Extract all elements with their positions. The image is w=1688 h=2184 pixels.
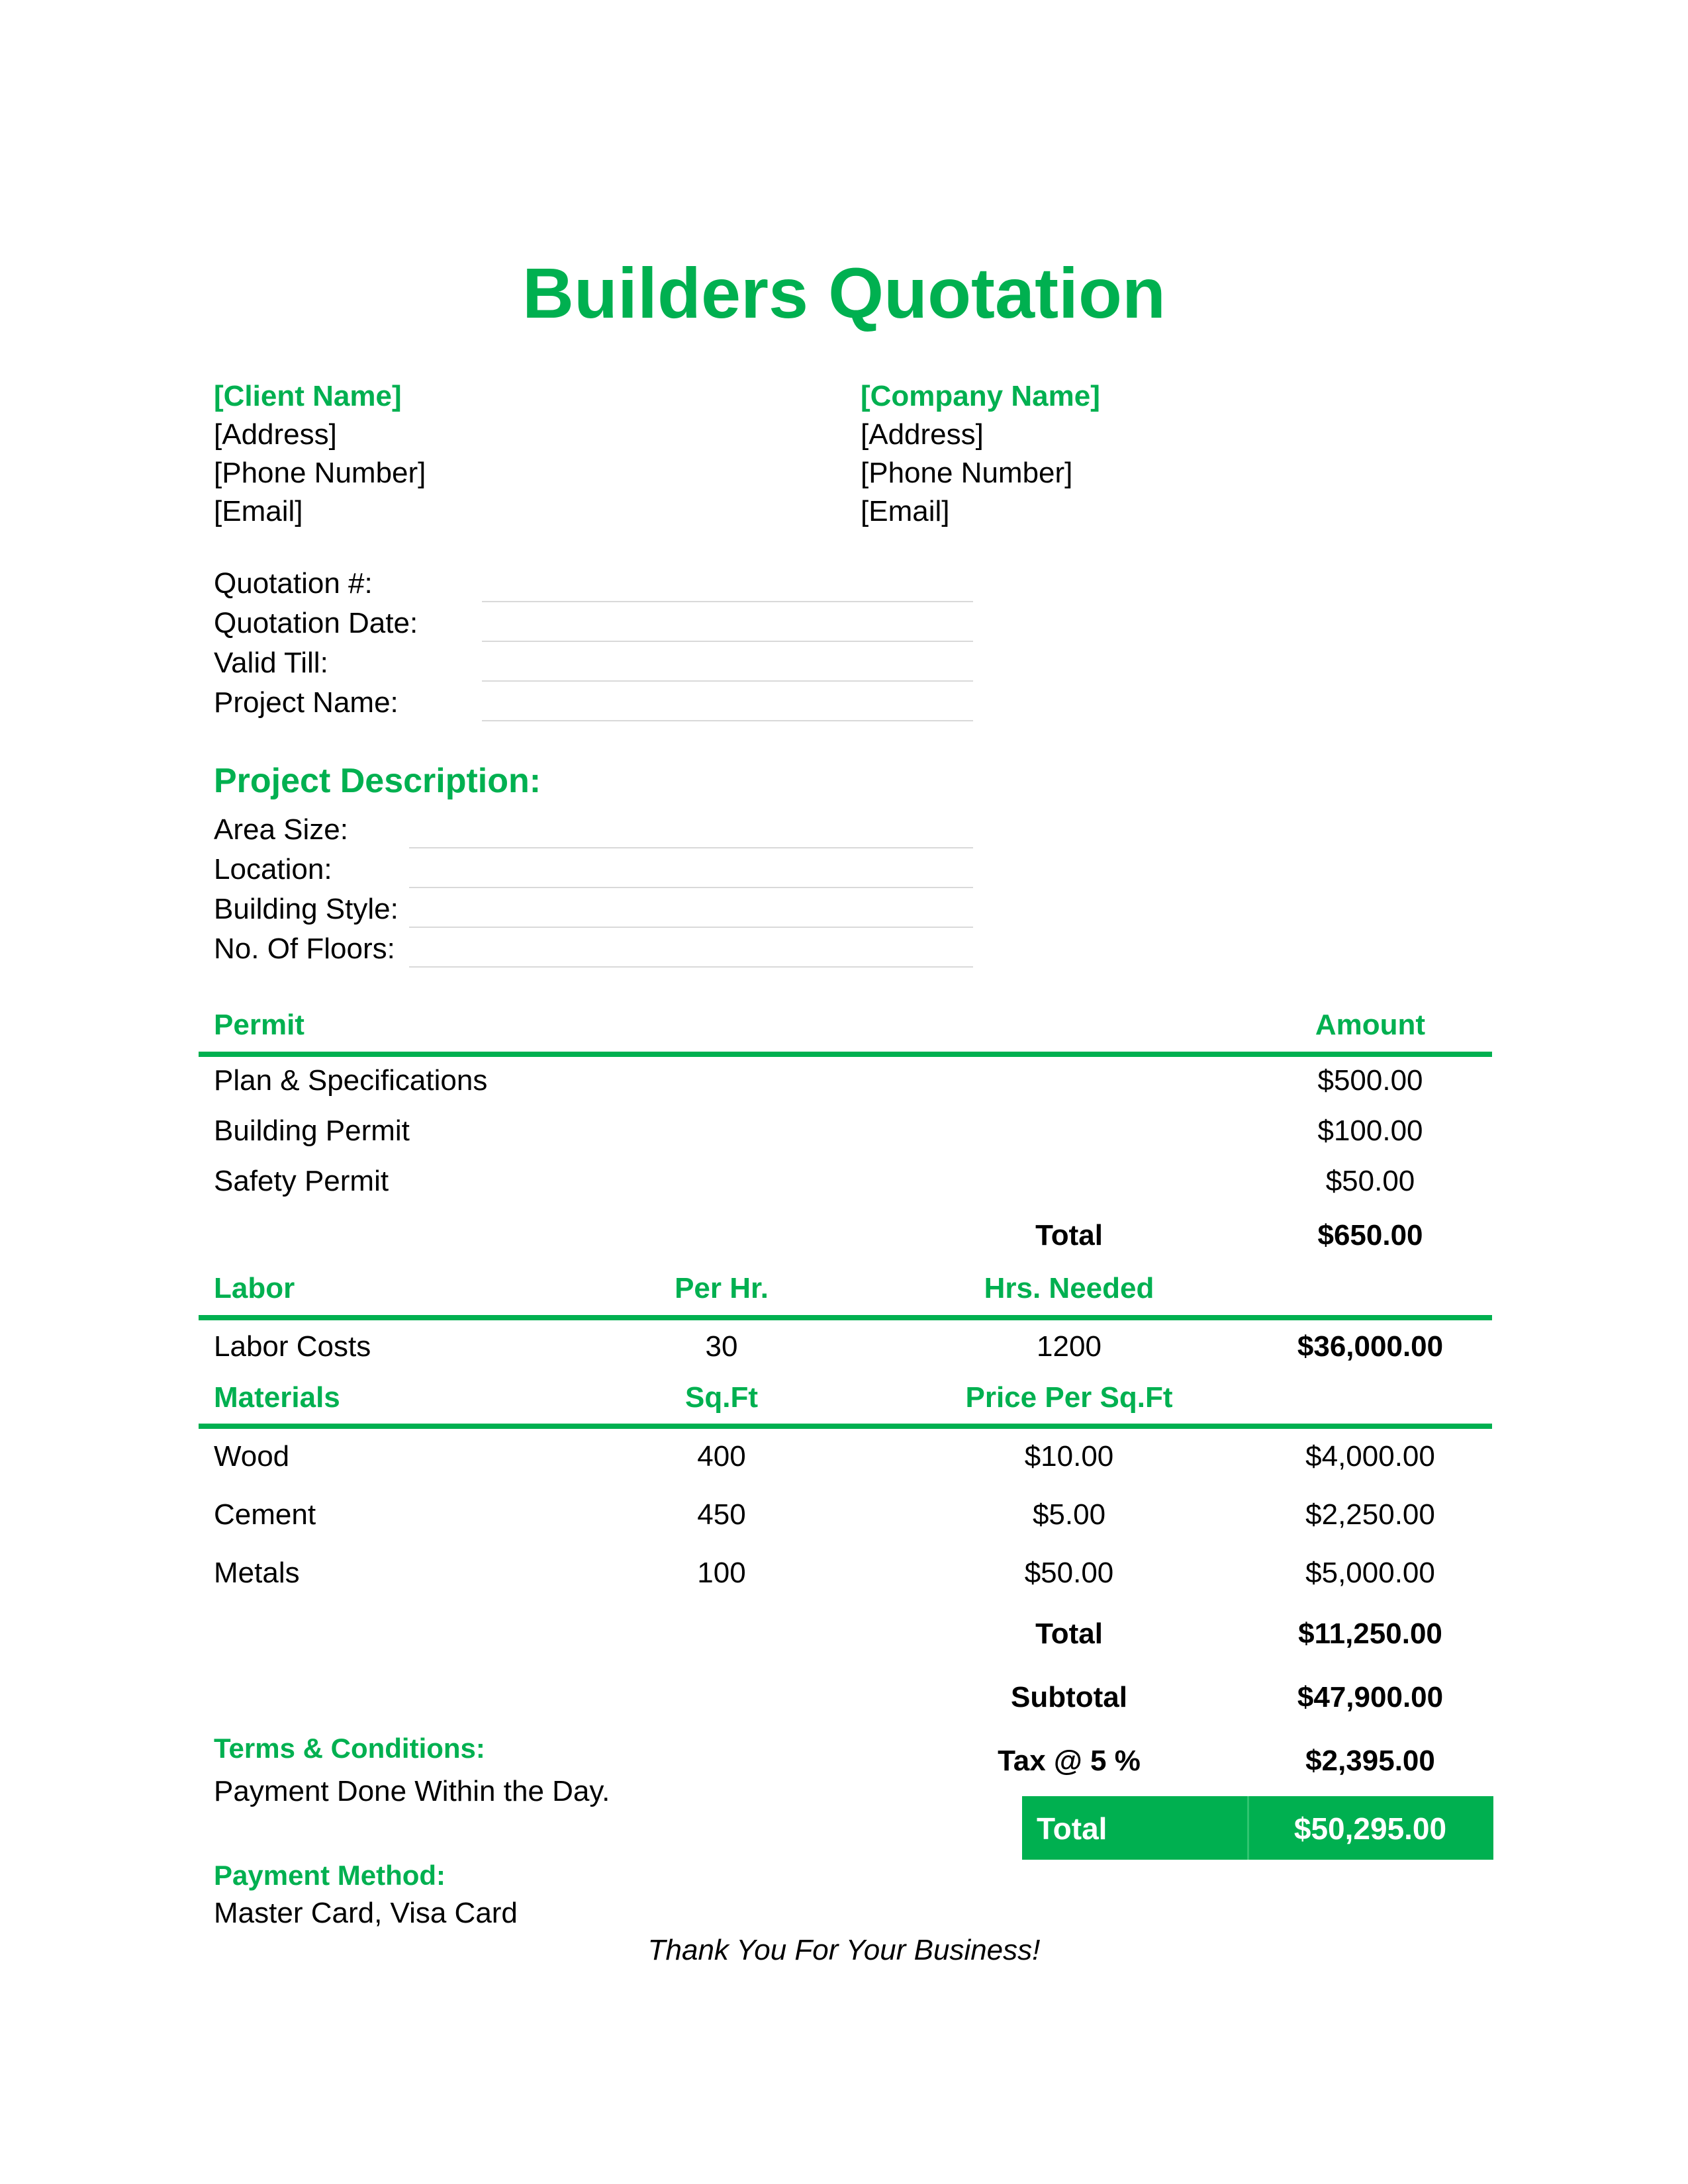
amount-header: Amount: [1315, 1009, 1426, 1041]
payment-method-heading: Payment Method:: [214, 1860, 446, 1891]
permit-row-amount: $500.00: [1317, 1064, 1423, 1097]
sqft-header: Sq.Ft: [685, 1381, 758, 1414]
labor-header: Labor: [214, 1272, 295, 1304]
project-description-heading: Project Description:: [214, 762, 541, 800]
permit-row-item: Building Permit: [214, 1115, 410, 1147]
labor-row-hrs: 1200: [1037, 1330, 1102, 1363]
hrs-needed-header: Hrs. Needed: [984, 1272, 1154, 1304]
permit-row-amount: $100.00: [1317, 1115, 1423, 1147]
material-row-amount: $5,000.00: [1305, 1557, 1435, 1589]
permit-total-value: $650.00: [1317, 1219, 1423, 1251]
labor-row-amount: $36,000.00: [1297, 1330, 1444, 1363]
company-phone: [Phone Number]: [861, 457, 1073, 489]
material-row-price: $50.00: [1024, 1557, 1114, 1589]
materials-header-rule: [199, 1424, 1492, 1429]
material-row-item: Wood: [214, 1440, 290, 1473]
floors-label: No. Of Floors:: [214, 933, 395, 965]
client-name: [Client Name]: [214, 380, 402, 412]
material-row-amount: $2,250.00: [1305, 1498, 1435, 1531]
labor-header-rule: [199, 1315, 1492, 1320]
area-size-label: Area Size:: [214, 813, 348, 846]
tax-value: $2,395.00: [1305, 1745, 1435, 1777]
company-address: [Address]: [861, 418, 984, 451]
material-row-price: $10.00: [1024, 1440, 1114, 1473]
per-hr-header: Per Hr.: [675, 1272, 769, 1304]
materials-total-value: $11,250.00: [1298, 1617, 1442, 1650]
subtotal-value: $47,900.00: [1297, 1681, 1444, 1713]
client-email: [Email]: [214, 495, 303, 527]
material-row-sqft: 450: [697, 1498, 746, 1531]
building-style-label: Building Style:: [214, 893, 399, 925]
labor-row-item: Labor Costs: [214, 1330, 371, 1363]
material-row-item: Cement: [214, 1498, 316, 1531]
client-address: [Address]: [214, 418, 337, 451]
client-phone: [Phone Number]: [214, 457, 426, 489]
terms-text: Payment Done Within the Day.: [214, 1775, 610, 1807]
quotation-number-label: Quotation #:: [214, 567, 373, 600]
permit-header: Permit: [214, 1009, 305, 1041]
project-name-field[interactable]: [482, 720, 973, 721]
thank-you-note: Thank You For Your Business!: [647, 1934, 1041, 1966]
subtotal-label: Subtotal: [1011, 1681, 1127, 1713]
payment-method-text: Master Card, Visa Card: [214, 1897, 518, 1929]
quotation-number-field[interactable]: [482, 601, 973, 602]
grand-total-box: [1022, 1796, 1493, 1860]
page-title: Builders Quotation: [522, 253, 1166, 333]
material-row-item: Metals: [214, 1557, 300, 1589]
material-row-amount: $4,000.00: [1305, 1440, 1435, 1473]
grand-total-value: $50,295.00: [1293, 1811, 1447, 1846]
permit-header-rule: [199, 1052, 1492, 1057]
valid-till-label: Valid Till:: [214, 647, 328, 679]
building-style-field[interactable]: [409, 927, 973, 928]
permit-row-item: Plan & Specifications: [214, 1064, 488, 1097]
valid-till-field[interactable]: [482, 680, 973, 682]
materials-header: Materials: [214, 1381, 340, 1414]
project-name-label: Project Name:: [214, 686, 399, 719]
permit-row-item: Safety Permit: [214, 1165, 389, 1197]
company-email: [Email]: [861, 495, 950, 527]
terms-heading: Terms & Conditions:: [214, 1733, 485, 1764]
material-row-sqft: 400: [697, 1440, 746, 1473]
quotation-date-field[interactable]: [482, 641, 973, 642]
location-label: Location:: [214, 853, 332, 886]
permit-total-label: Total: [1035, 1219, 1103, 1251]
material-row-price: $5.00: [1032, 1498, 1106, 1531]
labor-row-per-hr: 30: [705, 1330, 738, 1363]
company-name: [Company Name]: [861, 380, 1100, 412]
area-size-field[interactable]: [409, 847, 973, 848]
permit-row-amount: $50.00: [1325, 1165, 1415, 1197]
tax-label: Tax @ 5 %: [998, 1745, 1141, 1777]
materials-total-label: Total: [1035, 1617, 1103, 1650]
material-row-sqft: 100: [697, 1557, 746, 1589]
price-per-sqft-header: Price Per Sq.Ft: [965, 1381, 1173, 1414]
location-field[interactable]: [409, 887, 973, 888]
quotation-date-label: Quotation Date:: [214, 607, 418, 639]
floors-field[interactable]: [409, 966, 973, 968]
grand-total-label: Total: [1037, 1811, 1107, 1846]
